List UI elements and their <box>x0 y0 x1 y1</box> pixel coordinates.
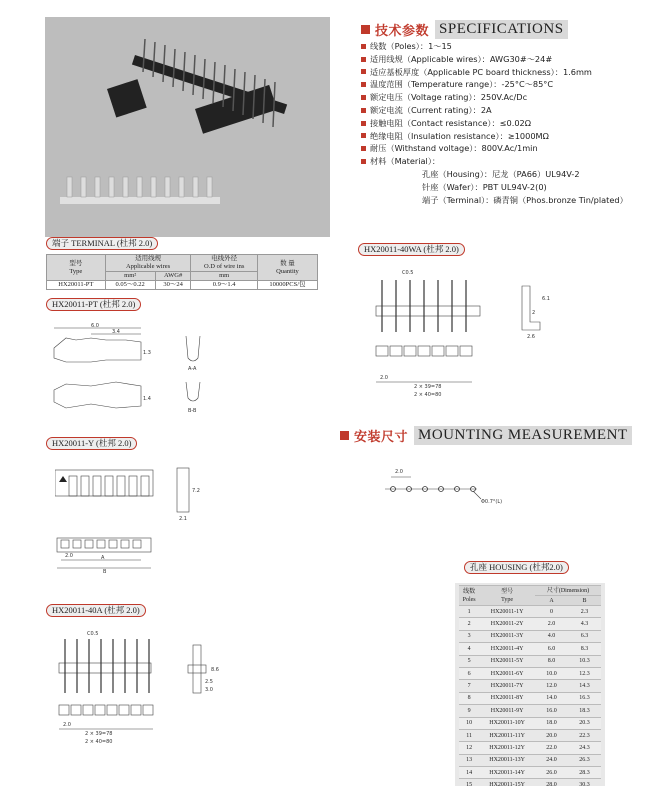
th-awg: AWG# <box>155 272 191 281</box>
table-cell: 30.3 <box>568 779 601 791</box>
connector-photo-drawing <box>45 17 330 237</box>
th-a: A <box>535 596 568 606</box>
terminal-label: 端子 TERMINAL (杜邦 2.0) <box>46 237 158 250</box>
svg-text:2.1: 2.1 <box>179 516 187 522</box>
y-label: HX20011-Y (杜邦 2.0) <box>46 437 137 450</box>
table-cell: 20.3 <box>568 717 601 729</box>
th-dim: 尺寸(Dimension) <box>535 586 601 596</box>
mounting-drawing <box>385 465 515 507</box>
wa40-label: HX20011-40WA (杜邦 2.0) <box>358 243 465 256</box>
th-b: B <box>568 596 601 606</box>
table-cell: HX20011-14Y <box>479 767 535 779</box>
table-cell: 4.0 <box>535 630 568 642</box>
table-cell: HX20011-4Y <box>479 643 535 655</box>
table-cell: 2 <box>459 618 479 630</box>
svg-text:C0.5: C0.5 <box>402 270 414 276</box>
table-row <box>459 705 601 717</box>
spec-item: 材料（Material）： <box>361 155 651 168</box>
table-cell: 14.3 <box>568 680 601 692</box>
svg-text:6.1: 6.1 <box>542 296 550 302</box>
heading-marker-icon <box>340 431 349 440</box>
svg-text:2.0: 2.0 <box>395 469 403 475</box>
table-row <box>459 717 601 729</box>
heading-marker-icon <box>361 25 370 34</box>
th-od-mm: mm <box>191 272 257 281</box>
specs-title-cn: 技术参数 <box>375 24 430 39</box>
spec-item: 适用线规（Applicable wires）：AWG30#～24# <box>361 53 651 66</box>
table-cell: 6 <box>459 667 479 679</box>
a40-label: HX20011-40A (杜邦 2.0) <box>46 604 146 617</box>
table-cell: 8.3 <box>568 643 601 655</box>
table-cell: HX20011-12Y <box>479 742 535 754</box>
table-cell: 18.0 <box>535 717 568 729</box>
svg-text:3.0: 3.0 <box>205 687 213 693</box>
table-row <box>459 618 601 630</box>
spec-item: 线数（Poles）：1～15 <box>361 40 651 53</box>
table-cell: 22.3 <box>568 729 601 741</box>
table-cell: 18.3 <box>568 705 601 717</box>
table-cell: 22.0 <box>535 742 568 754</box>
table-cell: 11 <box>459 729 479 741</box>
mounting-heading <box>340 426 632 445</box>
spec-item: 绝缘电阻（Insulation resistance）：≥1000MΩ <box>361 130 651 143</box>
svg-text:6.0: 6.0 <box>91 323 99 329</box>
th-poles: 线数 Poles <box>459 586 479 606</box>
th-od: 电线外径 O.D of wire ins <box>191 255 257 272</box>
table-cell: HX20011-8Y <box>479 692 535 704</box>
svg-text:2.6: 2.6 <box>527 334 535 340</box>
svg-text:2 × 39=78: 2 × 39=78 <box>414 384 442 390</box>
th-wires: 适用线规 Applicable wires <box>105 255 191 272</box>
table-row <box>459 643 601 655</box>
product-photo <box>45 17 330 237</box>
table-row <box>459 729 601 741</box>
table-cell: 14.0 <box>535 692 568 704</box>
specs-heading <box>361 20 568 39</box>
table-cell: 26.3 <box>568 754 601 766</box>
spec-item: 额定电流（Current rating）：2A <box>361 104 651 117</box>
table-cell: HX20011-10Y <box>479 717 535 729</box>
specs-title-en: SPECIFICATIONS <box>435 20 568 39</box>
table-cell: 1 <box>459 606 479 618</box>
svg-text:1.4: 1.4 <box>143 396 151 402</box>
spec-item: 温度范围（Temperature range）：-25°C～85°C <box>361 78 651 91</box>
svg-text:A-A: A-A <box>188 366 197 372</box>
table-cell: 6.3 <box>568 630 601 642</box>
table-cell: 3 <box>459 630 479 642</box>
table-cell: 10 <box>459 717 479 729</box>
svg-text:3.4: 3.4 <box>112 329 120 335</box>
material-item: 针座（Wafer）：PBT UL94V-2(0) <box>422 181 547 192</box>
y-drawing <box>55 462 215 574</box>
svg-text:2: 2 <box>532 310 536 316</box>
table-cell: HX20011-13Y <box>479 754 535 766</box>
table-cell: 13 <box>459 754 479 766</box>
a40-drawing <box>55 625 230 745</box>
svg-text:2.0: 2.0 <box>380 375 388 381</box>
table-row <box>459 742 601 754</box>
table-cell: 9 <box>459 705 479 717</box>
pt-drawing <box>46 318 221 428</box>
th-type: 型号 Type <box>479 586 535 606</box>
th-qty: 数 量 Quantity <box>257 255 317 281</box>
svg-text:2 × 40=80: 2 × 40=80 <box>85 739 113 745</box>
mounting-title-en: MOUNTING MEASUREMENT <box>414 426 632 445</box>
table-cell: 24.0 <box>535 754 568 766</box>
svg-text:A: A <box>101 555 105 561</box>
table-cell: 2.0 <box>535 618 568 630</box>
table-cell: 8.0 <box>535 655 568 667</box>
table-cell: 8 <box>459 692 479 704</box>
table-cell: HX20011-7Y <box>479 680 535 692</box>
svg-text:B: B <box>103 569 107 574</box>
table-cell: 16.0 <box>535 705 568 717</box>
table-cell: 0 <box>535 606 568 618</box>
svg-text:2 × 39=78: 2 × 39=78 <box>85 731 113 737</box>
svg-text:Φ0.7°(L): Φ0.7°(L) <box>481 499 503 505</box>
table-cell: HX20011-6Y <box>479 667 535 679</box>
table-row <box>459 767 601 779</box>
svg-text:1.3: 1.3 <box>143 350 151 356</box>
table-cell: HX20011-9Y <box>479 705 535 717</box>
table-cell: 12.3 <box>568 667 601 679</box>
table-row <box>459 692 601 704</box>
svg-text:7.2: 7.2 <box>192 488 200 494</box>
table-cell: HX20011-11Y <box>479 729 535 741</box>
svg-text:B-B: B-B <box>188 408 197 414</box>
table-cell: 16.3 <box>568 692 601 704</box>
table-cell: 7 <box>459 680 479 692</box>
svg-text:2 × 40=80: 2 × 40=80 <box>414 392 442 398</box>
pt-label: HX20011-PT (杜邦 2.0) <box>46 298 141 311</box>
specs-list <box>361 40 651 206</box>
spec-item: 额定电压（Voltage rating）：250V.Ac/Dc <box>361 91 651 104</box>
table-row: HX20011-PT 0.05～0.22 30～24 0.9～1.4 10000PCS/包 <box>47 281 318 290</box>
table-cell: 28.0 <box>535 779 568 791</box>
table-cell: HX20011-5Y <box>479 655 535 667</box>
table-cell: 15 <box>459 779 479 791</box>
table-cell: HX20011-2Y <box>479 618 535 630</box>
material-item: 端子（Terminal）：磷青铜（Phos.bronze Tin/plated） <box>422 194 628 205</box>
table-cell: 5 <box>459 655 479 667</box>
table-cell: 12 <box>459 742 479 754</box>
table-row <box>459 667 601 679</box>
table-row <box>459 606 601 618</box>
mounting-title-cn: 安装尺寸 <box>354 430 409 445</box>
table-cell: HX20011-1Y <box>479 606 535 618</box>
table-row <box>459 655 601 667</box>
wa40-drawing <box>372 266 572 398</box>
table-cell: 26.0 <box>535 767 568 779</box>
svg-text:2.0: 2.0 <box>63 722 71 728</box>
table-cell: HX20011-3Y <box>479 630 535 642</box>
table-cell: 10.0 <box>535 667 568 679</box>
table-cell: 4 <box>459 643 479 655</box>
th-type: 型号 Type <box>47 255 106 281</box>
svg-text:8.6: 8.6 <box>211 667 219 673</box>
table-cell: 28.3 <box>568 767 601 779</box>
table-cell: 24.3 <box>568 742 601 754</box>
table-cell: 2.3 <box>568 606 601 618</box>
table-cell: HX20011-15Y <box>479 779 535 791</box>
table-row <box>459 680 601 692</box>
table-cell: 20.0 <box>535 729 568 741</box>
spec-item: 适应基板厚度（Applicable PC board thickness）：1.6mm <box>361 66 651 79</box>
table-cell: 12.0 <box>535 680 568 692</box>
housing-label: 孔座 HOUSING (杜邦2.0) <box>464 561 569 574</box>
table-cell: 14 <box>459 767 479 779</box>
housing-table <box>459 585 601 791</box>
spec-item: 耐压（Withstand voltage）：800V.Ac/1min <box>361 142 651 155</box>
table-cell: 10.3 <box>568 655 601 667</box>
terminal-table <box>46 254 318 290</box>
svg-text:2.0: 2.0 <box>65 553 73 559</box>
svg-text:2.5: 2.5 <box>205 679 213 685</box>
material-item: 孔座（Housing）：尼龙（PA66）UL94V-2 <box>422 168 580 179</box>
table-row <box>459 630 601 642</box>
table-cell: 4.3 <box>568 618 601 630</box>
th-mm: mm² <box>105 272 155 281</box>
table-row <box>459 779 601 791</box>
spec-item: 接触电阻（Contact resistance）：≤0.02Ω <box>361 117 651 130</box>
svg-text:C0.5: C0.5 <box>87 631 99 637</box>
table-cell: 6.0 <box>535 643 568 655</box>
table-row <box>459 754 601 766</box>
